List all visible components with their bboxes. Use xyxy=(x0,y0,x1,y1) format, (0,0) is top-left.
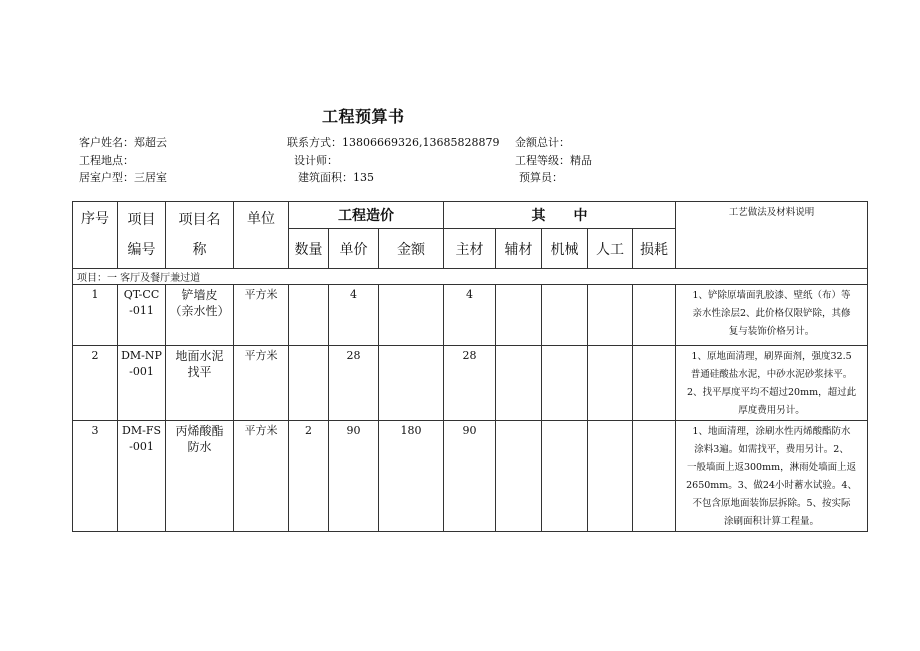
header-machine: 机械 xyxy=(542,229,588,269)
table-row xyxy=(73,421,868,532)
row-seq: 1 xyxy=(73,285,118,346)
row-code-line: DM-NP xyxy=(121,349,162,362)
header-loss: 损耗 xyxy=(633,229,676,269)
header-labor: 人工 xyxy=(588,229,633,269)
row-machine xyxy=(542,285,588,346)
row-name-line: 防水 xyxy=(187,440,212,454)
header-cost: 工程造价 xyxy=(289,202,444,229)
building-area: 建筑面积：135 xyxy=(298,171,374,184)
header-amount: 金额 xyxy=(379,229,444,269)
row-seq: 3 xyxy=(73,421,118,532)
row-code-line: -001 xyxy=(129,365,154,378)
row-aux xyxy=(496,346,542,421)
row-name-line: 找平 xyxy=(187,365,212,379)
desc-line: 2、找平厚度平均不超过20mm，超过此 xyxy=(686,387,857,398)
header-unit: 单位 xyxy=(234,202,289,269)
row-loss xyxy=(633,421,676,532)
row-code xyxy=(118,285,166,346)
row-name-line: （亲水性） xyxy=(169,304,230,318)
desc-line: 2650mm。3、做24小时蓄水试验。4、 xyxy=(686,480,857,491)
estimator: 预算员： xyxy=(519,171,563,184)
row-code-line: QT-CC xyxy=(123,288,160,301)
row-qty xyxy=(289,285,329,346)
row-loss xyxy=(633,285,676,346)
row-machine xyxy=(542,346,588,421)
header-aux: 辅材 xyxy=(496,229,542,269)
document-title: 工程预算书 xyxy=(322,107,405,126)
row-labor xyxy=(588,346,633,421)
row-seq: 2 xyxy=(73,346,118,421)
header-among: 其 中 xyxy=(444,202,676,229)
header-desc: 工艺做法及材料说明 xyxy=(676,202,868,269)
row-unit: 平方米 xyxy=(234,285,289,346)
header-seq: 序号 xyxy=(73,202,118,269)
row-code-line: -011 xyxy=(129,304,154,317)
row-code xyxy=(118,346,166,421)
row-qty xyxy=(289,346,329,421)
budget-table xyxy=(72,201,868,532)
row-desc xyxy=(676,421,868,532)
desc-line: 涂刷面积计算工程量。 xyxy=(724,516,820,527)
header-main: 主材 xyxy=(444,229,496,269)
header-qty: 数量 xyxy=(289,229,329,269)
header-price: 单价 xyxy=(329,229,379,269)
row-price: 28 xyxy=(329,346,379,421)
row-labor xyxy=(588,421,633,532)
header-code-bottom: 编号 xyxy=(127,242,156,258)
row-code-line: -001 xyxy=(129,440,154,453)
total-amount: 金额总计： xyxy=(515,136,570,149)
table-row xyxy=(73,285,868,346)
contact-info: 联系方式：13806669326,13685828879 xyxy=(287,136,500,149)
desc-line: 复与装饰价格另计。 xyxy=(728,326,815,337)
row-aux xyxy=(496,421,542,532)
project-address: 工程地点： xyxy=(79,154,134,167)
row-name-line: 丙烯酸酯 xyxy=(175,424,224,438)
row-name-line: 铲墙皮 xyxy=(181,288,218,302)
row-name xyxy=(166,285,234,346)
header-name-bottom: 称 xyxy=(192,242,207,258)
row-main: 90 xyxy=(444,421,496,532)
header-code-top: 项目 xyxy=(127,212,156,228)
row-loss xyxy=(633,346,676,421)
row-labor xyxy=(588,285,633,346)
row-aux xyxy=(496,285,542,346)
header-name-top: 项目名 xyxy=(178,212,221,228)
row-price: 4 xyxy=(329,285,379,346)
designer: 设计师： xyxy=(294,154,338,167)
desc-line: 普通硅酸盐水泥，中砂水泥砂浆抹平。 xyxy=(690,369,853,380)
row-desc xyxy=(676,285,868,346)
table-row xyxy=(73,346,868,421)
row-main: 4 xyxy=(444,285,496,346)
room-layout: 居室户型：三居室 xyxy=(79,171,167,184)
row-qty: 2 xyxy=(289,421,329,532)
row-code-line: DM-FS xyxy=(122,424,161,437)
header-code xyxy=(118,202,166,269)
desc-line: 涂料3遍。如需找平，费用另计。2、 xyxy=(694,444,849,455)
row-code xyxy=(118,421,166,532)
row-name xyxy=(166,346,234,421)
desc-line: 不包含原地面装饰层拆除。5、按实际 xyxy=(692,498,851,509)
row-desc xyxy=(676,346,868,421)
row-amount: 180 xyxy=(379,421,444,532)
desc-line: 厚度费用另计。 xyxy=(738,405,805,416)
header-name xyxy=(166,202,234,269)
section-label: 项目：一 客厅及餐厅兼过道 xyxy=(73,269,868,285)
row-unit: 平方米 xyxy=(234,421,289,532)
row-amount xyxy=(379,285,444,346)
desc-line: 1、铲除原墙面乳胶漆、壁纸（布）等 xyxy=(692,290,851,301)
row-amount xyxy=(379,346,444,421)
row-machine xyxy=(542,421,588,532)
row-main: 28 xyxy=(444,346,496,421)
row-name xyxy=(166,421,234,532)
desc-line: 亲水性涂层2、此价格仅限铲除，其修 xyxy=(692,308,851,319)
row-name-line: 地面水泥 xyxy=(175,349,224,363)
project-grade: 工程等级：精品 xyxy=(515,154,592,167)
desc-line: 1、原地面清理，刷界面剂，强度32.5 xyxy=(691,351,852,362)
desc-line: 1、地面清理，涂刷水性丙烯酸酯防水 xyxy=(692,426,851,437)
customer-name: 客户姓名：郑超云 xyxy=(79,136,167,149)
desc-line: 一般墙面上返300mm，淋雨处墙面上返 xyxy=(686,462,857,473)
row-price: 90 xyxy=(329,421,379,532)
row-unit: 平方米 xyxy=(234,346,289,421)
